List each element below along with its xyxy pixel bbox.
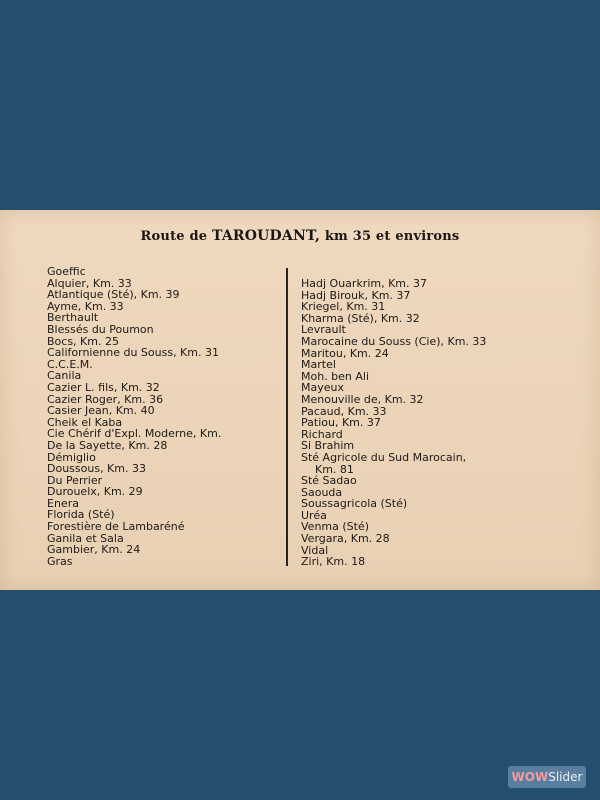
list-item: Casier Jean, Km. 40 [47,404,155,418]
list-item: Alquier, Km. 33 [47,276,132,290]
list-item: Venma (Sté) [301,520,370,534]
list-item: Kriegel, Km. 31 [301,300,386,314]
column-divider [286,268,288,566]
list-item: Saouda [301,485,343,499]
list-item: Atlantique (Sté), Km. 39 [47,288,180,302]
watermark-part2: Slider [548,770,583,784]
list-item: Ganila et Sala [47,531,124,545]
list-item: Blessés du Poumon [47,322,154,336]
list-item: Kharma (Sté), Km. 32 [301,311,420,325]
list-item: Hadj Ouarkrim, Km. 37 [301,277,428,290]
list-item: Gambier, Km. 24 [47,543,141,557]
list-item: Démiglio [47,450,96,464]
list-item: Patiou, Km. 37 [301,416,381,430]
list-item: Vergara, Km. 28 [301,532,390,546]
watermark-part1: WOW [511,770,549,784]
title-town: TAROUDANT, [211,228,321,244]
list-item: Cie Chérif d'Expl. Moderne, Km. [47,427,222,441]
list-item: Soussagricola (Sté) [301,497,408,511]
list-item: Durouelx, Km. 29 [47,485,143,499]
list-item: Enera [47,496,79,510]
list-item: Californienne du Souss, Km. 31 [47,346,219,360]
list-item: Uréa [301,508,327,522]
left-column [47,266,221,567]
list-item: Cazier Roger, Km. 36 [47,392,164,406]
list-item: Km. 81 [315,462,354,476]
list-item: Martel [301,358,336,372]
list-item: Du Perrier [47,473,103,487]
list-item: Bocs, Km. 25 [47,334,119,348]
list-item: Berthault [47,311,99,325]
scanned-document-page [0,210,600,590]
list-item: Sté Sadao [301,474,357,488]
list-item: Ziri, Km. 18 [301,555,366,569]
list-item: Sté Agricole du Sud Marocain, [301,450,467,464]
list-item: C.C.E.M. [47,357,93,371]
list-item: Forestière de Lambaréné [47,520,185,534]
list-item: Mayeux [301,381,344,395]
list-item: Canila [47,369,82,383]
list-item: Menouville de, Km. 32 [301,392,424,406]
list-item: Levrault [301,323,346,337]
right-column [301,278,486,568]
list-item: Cazier L. fils, Km. 32 [47,380,160,394]
wowslider-watermark[interactable] [508,766,586,788]
list-item: Marocaine du Souss (Cie), Km. 33 [301,334,487,348]
list-item: Cheik el Kaba [47,415,123,429]
list-item: De la Sayette, Km. 28 [47,438,168,452]
document-title [0,228,600,244]
list-item: Moh. ben Ali [301,369,370,383]
list-item: Vidal [301,543,329,557]
title-prefix: Route de [140,229,208,244]
list-item: Goeffic [47,265,86,278]
list-item: Pacaud, Km. 33 [301,404,387,418]
list-item: Gras [47,554,73,568]
list-item: Hadj Birouk, Km. 37 [301,288,411,302]
list-item: Maritou, Km. 24 [301,346,389,360]
list-item: Richard [301,427,343,441]
list-item: Si Brahim [301,439,355,453]
list-item: Florida (Sté) [47,508,115,522]
list-item: Doussous, Km. 33 [47,462,146,476]
list-item: Ayme, Km. 33 [47,299,124,313]
title-suffix: km 35 et environs [324,229,460,244]
